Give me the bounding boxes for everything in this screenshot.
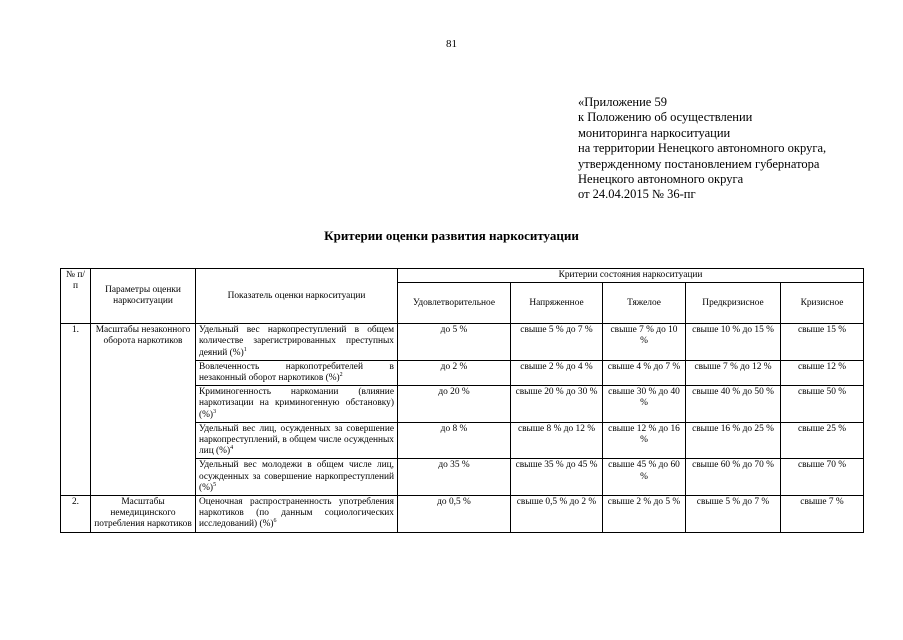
value-cell: до 20 % — [398, 386, 511, 423]
value-cell: свыше 8 % до 12 % — [511, 422, 603, 459]
footnote-mark: 4 — [230, 445, 234, 452]
row-num: 2. — [61, 496, 91, 533]
indicator-cell: Удельный вес лиц, осужденных за совершение наркопреступлений, в общем числе осужденных лиц (%)$^4$ — [196, 422, 398, 459]
criteria-table — [60, 268, 864, 533]
value-cell: свыше 25 % — [781, 422, 864, 459]
table-row — [61, 496, 864, 533]
value-cell: свыше 7 % до 10 % — [603, 324, 686, 361]
value-cell: свыше 20 % до 30 % — [511, 386, 603, 423]
appendix-line: Ненецкого автономного округа — [578, 172, 744, 187]
footnote-mark: 1 — [243, 346, 247, 353]
appendix-line: на территории Ненецкого автономного округа, — [578, 141, 827, 156]
value-cell: до 5 % — [398, 324, 511, 361]
value-cell: свыше 12 % — [781, 360, 864, 385]
header-criteria: Кризисное — [781, 283, 864, 324]
indicator-cell: Вовлеченность наркопотребителей в незаконный оборот наркотиков (%)$^2$ — [196, 360, 398, 385]
value-cell: свыше 35 % до 45 % — [511, 459, 603, 496]
indicator-cell: Удельный вес наркопреступлений в общем количестве зарегистрированных преступных деяний (%)$^1$ — [196, 324, 398, 361]
appendix-line: к Положению об осуществлении — [578, 110, 753, 125]
header-criteria: Напряженное — [511, 283, 603, 324]
value-cell: свыше 45 % до 60 % — [603, 459, 686, 496]
header-criteria-group: Критерии состояния наркоситуации — [398, 269, 864, 283]
value-cell: свыше 5 % до 7 % — [511, 324, 603, 361]
value-cell: свыше 30 % до 40 % — [603, 386, 686, 423]
row-param: Масштабы немедицинского потребления наркотиков — [91, 496, 196, 533]
indicator-cell: Криминогенность наркомании (влияние наркотизации на криминогенную обстановку) (%)$^3$ — [196, 386, 398, 423]
footnote-mark: 5 — [213, 481, 217, 488]
indicator-cell: Оценочная распространенность употребления наркотиков (по данным социологических исследований) (%)$^6$ — [196, 496, 398, 533]
appendix-line: от 24.04.2015 № 36-пг — [578, 187, 696, 202]
header-criteria: Тяжелое — [603, 283, 686, 324]
header-criteria: Удовлетворительное — [398, 283, 511, 324]
value-cell: до 35 % — [398, 459, 511, 496]
appendix-block — [578, 95, 826, 203]
value-cell: свыше 60 % до 70 % — [686, 459, 781, 496]
value-cell: свыше 15 % — [781, 324, 864, 361]
indicator-cell: Удельный вес молодежи в общем числе лиц, осужденных за совершение наркопреступлений (%)$^5$ — [196, 459, 398, 496]
value-cell: свыше 16 % до 25 % — [686, 422, 781, 459]
value-cell: свыше 0,5 % до 2 % — [511, 496, 603, 533]
header-indicator: Показатель оценки наркоситуации — [196, 269, 398, 324]
row-param: Масштабы незаконного оборота наркотиков — [91, 324, 196, 496]
value-cell: свыше 12 % до 16 % — [603, 422, 686, 459]
table-header-row — [61, 269, 864, 283]
value-cell: свыше 5 % до 7 % — [686, 496, 781, 533]
table-row — [61, 324, 864, 361]
value-cell: свыше 2 % до 4 % — [511, 360, 603, 385]
header-criteria: Предкризисное — [686, 283, 781, 324]
header-param: Параметры оценки наркоситуации — [91, 269, 196, 324]
appendix-line: утвержденному постановлением губернатора — [578, 156, 820, 171]
value-cell: до 2 % — [398, 360, 511, 385]
value-cell: свыше 70 % — [781, 459, 864, 496]
value-cell: до 0,5 % — [398, 496, 511, 533]
appendix-line: «Приложение 59 — [578, 95, 667, 109]
value-cell: свыше 50 % — [781, 386, 864, 423]
appendix-line: мониторинга наркоситуации — [578, 125, 731, 140]
footnote-mark: 3 — [213, 408, 217, 415]
value-cell: свыше 7 % — [781, 496, 864, 533]
page-number: 81 — [446, 38, 457, 50]
value-cell: свыше 2 % до 5 % — [603, 496, 686, 533]
document-title: Критерии оценки развития наркоситуации — [324, 228, 579, 243]
row-num: 1. — [61, 324, 91, 496]
value-cell: до 8 % — [398, 422, 511, 459]
value-cell: свыше 10 % до 15 % — [686, 324, 781, 361]
value-cell: свыше 7 % до 12 % — [686, 360, 781, 385]
value-cell: свыше 40 % до 50 % — [686, 386, 781, 423]
header-num: № п/п — [61, 269, 91, 324]
footnote-mark: 6 — [273, 518, 277, 525]
footnote-mark: 2 — [339, 371, 343, 378]
value-cell: свыше 4 % до 7 % — [603, 360, 686, 385]
